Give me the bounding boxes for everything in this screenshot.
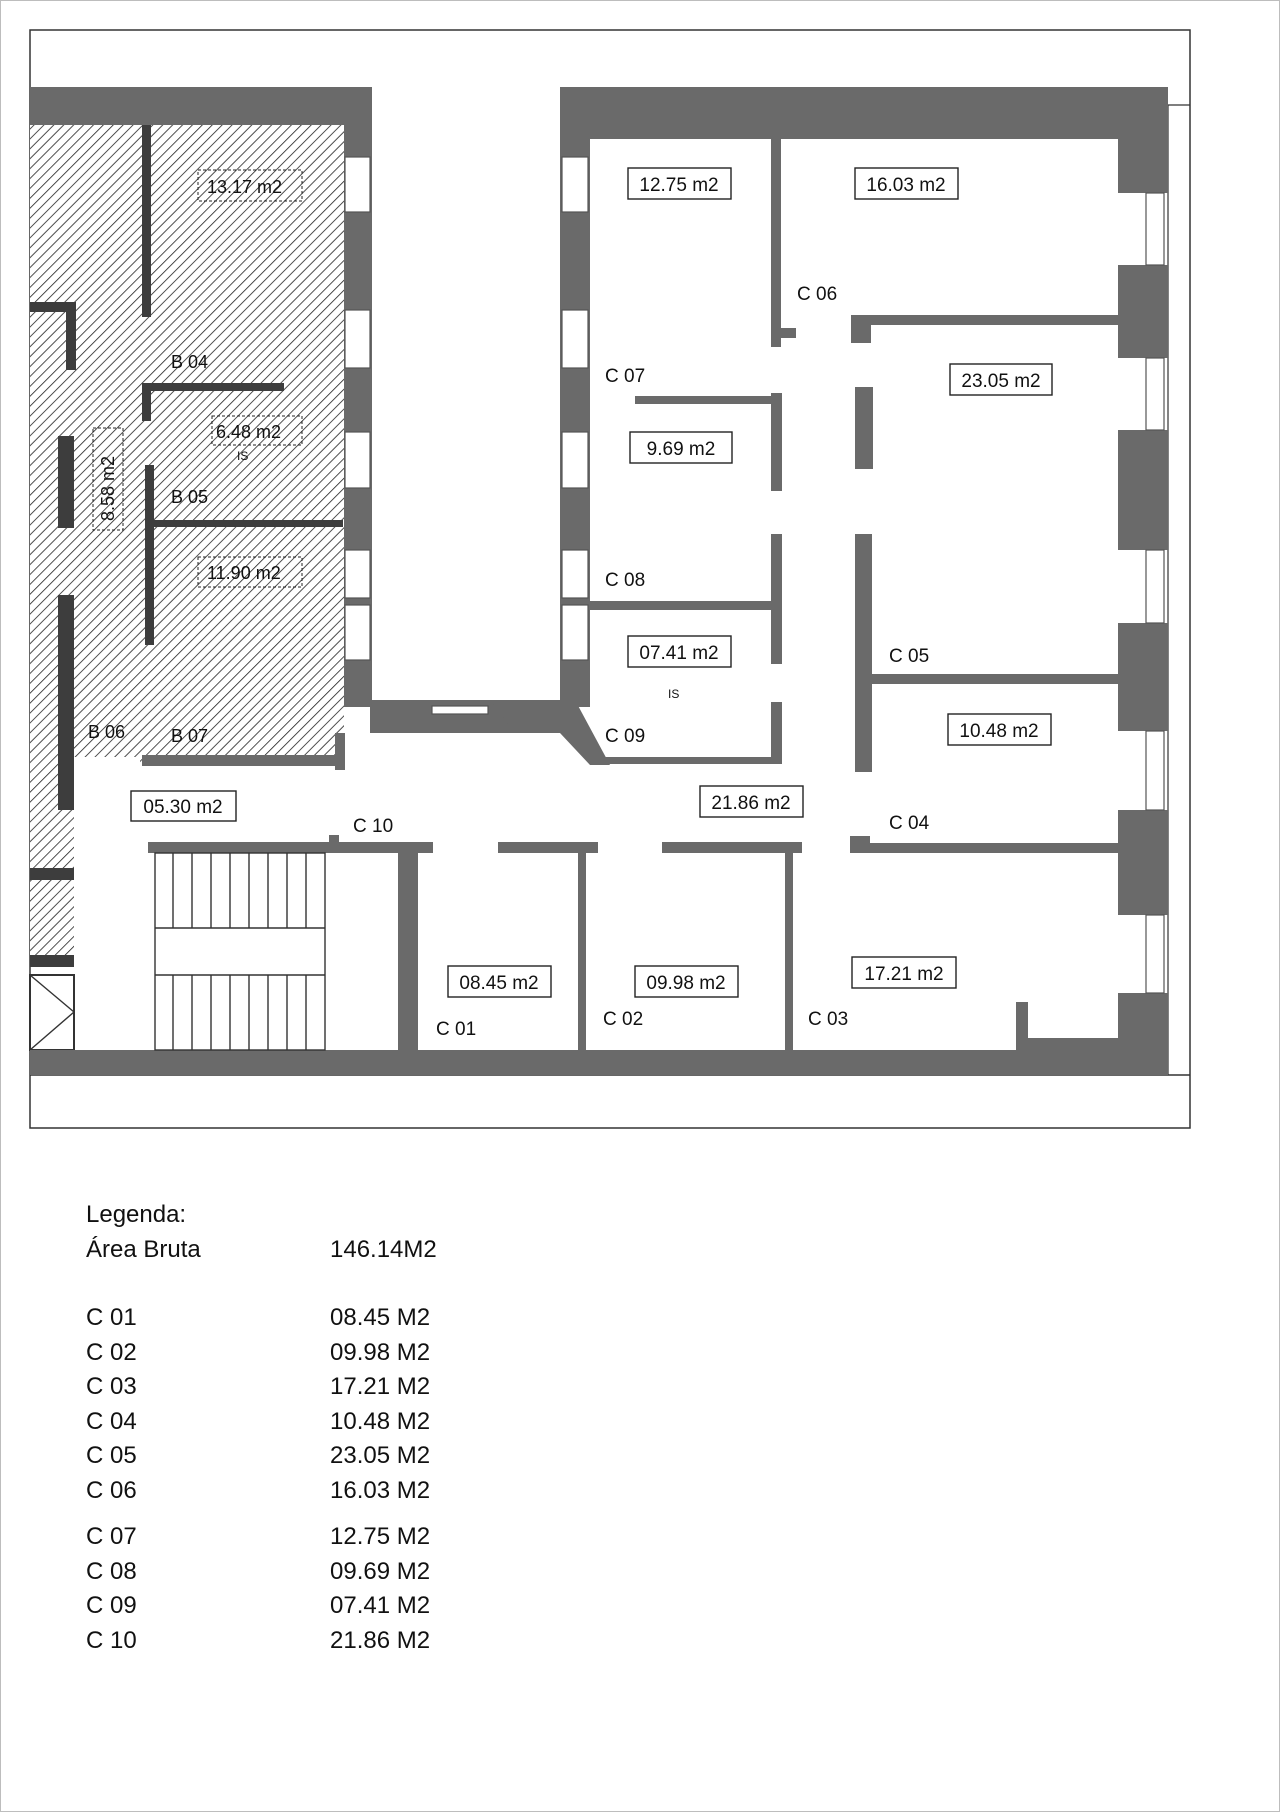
legend-area: 07.41 M2 xyxy=(330,1592,431,1619)
legend-row xyxy=(86,1555,437,1590)
legend-code: C 05 xyxy=(86,1442,137,1469)
room-code-c09: C 09 xyxy=(605,726,646,747)
staircase xyxy=(155,853,325,1050)
area-c03: 17.21 m2 xyxy=(864,964,944,985)
room-code-c08: C 08 xyxy=(605,570,646,591)
legend-area: 10.48 M2 xyxy=(330,1407,431,1435)
area-c10: 21.86 m2 xyxy=(711,793,791,814)
legend-area: 12.75 M2 xyxy=(330,1523,431,1550)
legend-code: C 04 xyxy=(86,1407,137,1435)
room-code-c03: C 03 xyxy=(808,1009,849,1030)
legend xyxy=(86,1198,437,1658)
legend-gross-label: Área Bruta xyxy=(86,1235,201,1263)
legend-row xyxy=(86,1624,437,1659)
legend-code: C 01 xyxy=(86,1304,137,1331)
hatch-area-b04: 6.48 m2 xyxy=(216,422,282,442)
legend-row xyxy=(86,1301,437,1336)
room-code-c06: C 06 xyxy=(797,284,838,305)
hatch-code-b05: B 05 xyxy=(171,487,209,507)
hatch-code-b06: B 06 xyxy=(88,722,126,742)
legend-code: C 10 xyxy=(86,1626,137,1654)
hatch-code-b07: B 07 xyxy=(171,726,209,746)
room-code-c01: C 01 xyxy=(436,1019,477,1040)
is-label-c09: IS xyxy=(668,687,680,701)
hatch-code-b04: B 04 xyxy=(171,352,209,372)
legend-area: 17.21 M2 xyxy=(330,1373,431,1400)
legend-area: 16.03 M2 xyxy=(330,1476,431,1504)
legend-area: 09.69 M2 xyxy=(330,1557,431,1585)
legend-row xyxy=(86,1474,437,1509)
is-label-b04: IS xyxy=(237,449,249,463)
legend-area: 21.86 M2 xyxy=(330,1626,431,1654)
legend-row xyxy=(86,1520,437,1555)
legend-area: 09.98 M2 xyxy=(330,1338,431,1366)
legend-code: C 09 xyxy=(86,1592,137,1619)
area-c04: 10.48 m2 xyxy=(959,721,1039,742)
legend-title: Legenda: xyxy=(86,1201,187,1228)
legend-gross-row xyxy=(86,1233,437,1268)
legend-row xyxy=(86,1589,437,1624)
legend-area: 08.45 M2 xyxy=(330,1304,431,1331)
room-code-c02: C 02 xyxy=(603,1009,644,1030)
area-c01: 08.45 m2 xyxy=(459,973,539,994)
area-c02: 09.98 m2 xyxy=(646,973,726,994)
legend-row xyxy=(86,1405,437,1440)
legend-row xyxy=(86,1336,437,1371)
area-c05: 23.05 m2 xyxy=(961,371,1041,392)
legend-row xyxy=(86,1370,437,1405)
room-code-c10: C 10 xyxy=(353,816,394,837)
room-code-c05: C 05 xyxy=(889,646,930,667)
legend-area: 23.05 M2 xyxy=(330,1442,431,1469)
area-c07: 12.75 m2 xyxy=(639,175,719,196)
legend-code: C 06 xyxy=(86,1476,137,1504)
hatch-area-b06: 8.58 m2 xyxy=(98,455,118,521)
area-c06: 16.03 m2 xyxy=(866,175,946,196)
legend-code: C 03 xyxy=(86,1373,137,1400)
hatch-area-b05: 11.90 m2 xyxy=(207,563,281,583)
legend-code: C 08 xyxy=(86,1557,137,1585)
area-corridor: 05.30 m2 xyxy=(143,797,223,818)
area-c09: 07.41 m2 xyxy=(639,643,719,664)
elevator-icon xyxy=(30,975,74,1050)
legend-gross-value: 146.14M2 xyxy=(330,1235,437,1263)
hatch-area-b07: 13.17 m2 xyxy=(207,177,283,197)
legend-code: C 02 xyxy=(86,1338,137,1366)
legend-code: C 07 xyxy=(86,1523,137,1550)
area-c08: 9.69 m2 xyxy=(646,439,716,460)
legend-row xyxy=(86,1439,437,1474)
room-code-c07: C 07 xyxy=(605,366,646,387)
room-code-c04: C 04 xyxy=(889,813,930,834)
